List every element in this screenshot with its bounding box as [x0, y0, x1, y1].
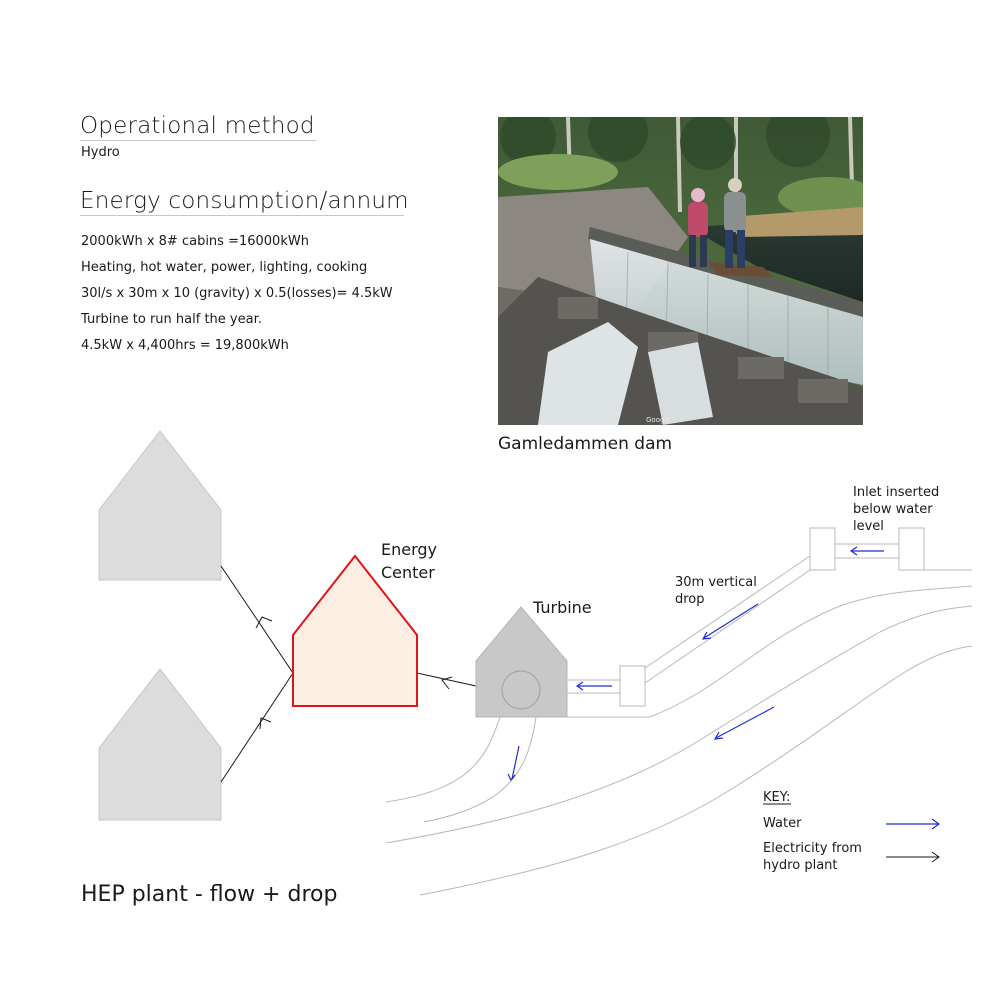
energy-center-label: Center: [381, 563, 435, 582]
key-legend: [763, 790, 939, 873]
drop-label: 30m vertical: [675, 575, 757, 590]
turbine-label: Turbine: [533, 598, 592, 617]
calc-line: Heating, hot water, power, lighting, cooking: [81, 260, 368, 275]
calc-line: Turbine to run half the year.: [81, 312, 262, 327]
inlet-label: level: [853, 519, 884, 534]
key-title: KEY:: [763, 790, 791, 805]
operational-method-title: Operational method: [80, 113, 315, 139]
turbine: [476, 607, 567, 717]
inlet-label: Inlet inserted: [853, 485, 940, 500]
key-electricity-label: Electricity from: [763, 841, 862, 856]
cabin-bottom: [99, 669, 221, 820]
drop-label: drop: [675, 592, 705, 607]
diagram-title: HEP plant - flow + drop: [81, 882, 338, 907]
photo-watermark: Google: [646, 416, 671, 424]
key-water-label: Water: [763, 816, 802, 831]
calc-line: 4.5kW x 4,400hrs = 19,800kWh: [81, 338, 289, 353]
key-electricity-label: hydro plant: [763, 858, 838, 873]
calc-line: 30l/s x 30m x 10 (gravity) x 0.5(losses)= 4.5kW: [81, 286, 393, 301]
energy-consumption-title: Energy consumption/annum: [80, 188, 409, 214]
calc-line: 2000kWh x 8# cabins =16000kWh: [81, 234, 309, 249]
energy-center-label: Energy: [381, 540, 438, 559]
photo-caption: Gamledammen dam: [498, 434, 673, 454]
inlet-label: below water: [853, 502, 933, 517]
cabin-top: [99, 431, 221, 580]
operational-method-value: Hydro: [81, 145, 120, 160]
